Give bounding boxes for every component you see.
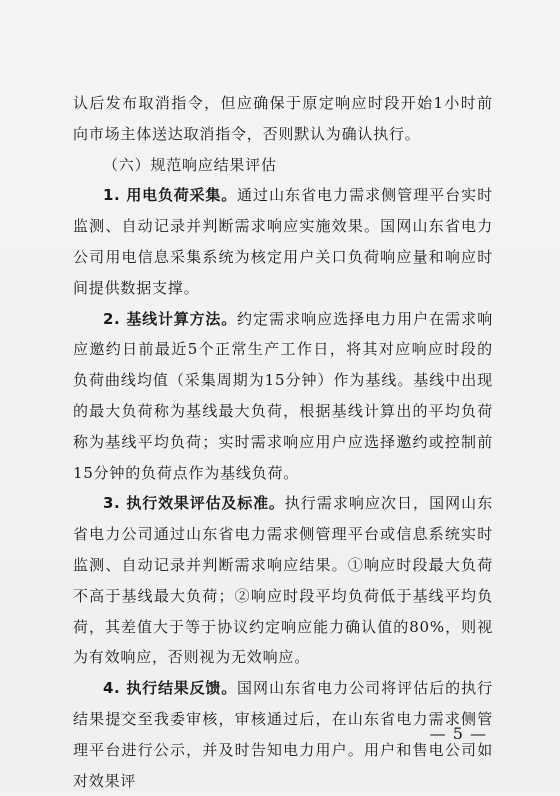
paragraph-text: 认后发布取消指令，但应确保于原定响应时段开始1小时前向市场主体送达取消指令，否则默认为确认执行。 xyxy=(73,94,493,143)
paragraph-text: 执行需求响应次日，国网山东省电力公司通过山东省电力需求侧管理平台或信息系统实时监测、自动记录并判断需求响应结果。①响应时段最大负荷不高于基线最大负荷；②响应时段平均负荷低于基线平均负荷，其差值大于等于协议约定响应能力确认值的80%，则视为有效响应，否则视为无效响应。 xyxy=(73,494,493,667)
page-number: — 5 — xyxy=(429,724,487,743)
page-body xyxy=(73,88,493,796)
item-heading: 3. 执行效果评估及标准。 xyxy=(103,494,285,513)
item-heading: 2. 基线计算方法。 xyxy=(103,309,238,328)
paragraph-item-3 xyxy=(73,488,493,673)
item-heading: 4. 执行结果反馈。 xyxy=(103,679,238,698)
paragraph-text: 国网山东省电力公司将评估后的执行结果提交至我委审核，审核通过后，在山东省电力需求侧管理平台进行公示，并及时告知电力用户。用户和售电公司如对效果评 xyxy=(73,679,493,790)
paragraph-item-1 xyxy=(73,180,493,303)
section-heading-text: （六）规范响应结果评估 xyxy=(103,155,277,174)
paragraph-text: 通过山东省电力需求侧管理平台实时监测、自动记录并判断需求响应实施效果。国网山东省电力公司用电信息采集系统为核定用户关口负荷响应量和响应时间提供数据支撑。 xyxy=(73,186,493,297)
paragraph-item-2 xyxy=(73,304,493,489)
paragraph-text: 约定需求响应选择电力用户在需求响应邀约日前最近5个正常生产工作日，将其对应响应时段的负荷曲线均值（采集周期为15分钟）作为基线。基线中出现的最大负荷称为基线最大负荷，根据基线计算出的平均负荷称为基线平均负荷；实时需求响应用户应选择邀约或控制前15分钟的负荷点作为基线负荷。 xyxy=(73,309,493,482)
section-heading xyxy=(73,150,493,181)
item-heading: 1. 用电负荷采集。 xyxy=(103,186,238,205)
paragraph-continuation xyxy=(73,88,493,150)
